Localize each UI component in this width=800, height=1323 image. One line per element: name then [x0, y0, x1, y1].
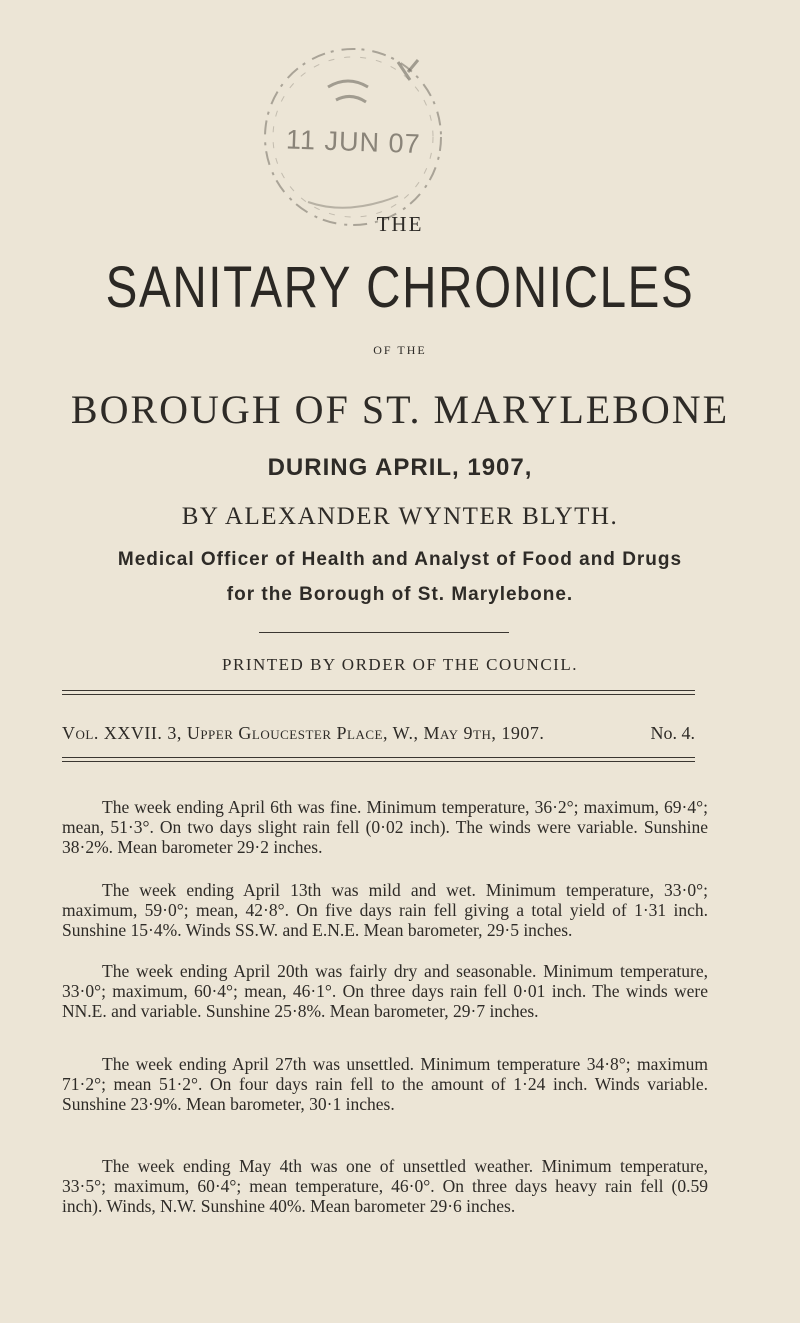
- author-line: BY ALEXANDER WYNTER BLYTH.: [181, 503, 619, 530]
- issue-number: No. 4.: [650, 723, 695, 743]
- title-connector: OF THE: [373, 343, 427, 357]
- divider: [259, 632, 509, 633]
- volume-info: Vol. XXVII. 3, Upper Gloucester Place, W., May 9th, 1907.: [62, 723, 545, 743]
- author-office-line-2: for the Borough of St. Marylebone.: [226, 584, 574, 605]
- stamp-date: 11 JUN 07: [285, 124, 422, 160]
- weather-paragraph-week-2: The week ending April 13th was mild and wet. Minimum temperature, 33·0°; maximum, 59·0°; mean, 42·8°. On five days rain fell giving a total yield of 1·31 inch. Sunshine 15·4%. Winds SS.W. and E.N.E. Mean barometer, 29·5 inches.: [62, 879, 708, 940]
- double-divider-bottom: [62, 757, 695, 762]
- weather-paragraph-week-5: The week ending May 4th was one of unsettled weather. Minimum temperature, 33·5°; maximum, 60·4°; mean temperature, 46·0°. On three days heavy rain fell (0.59 inch). Winds, N.W. Sunshine 40%. Mean barometer 29·6 inches.: [62, 1155, 708, 1216]
- weather-paragraph-week-1: The week ending April 6th was fine. Minimum temperature, 36·2°; maximum, 69·4°; mean, 51·3°. On two days slight rain fell (0·02 inch). The winds were variable. Sunshine 38·2%. Mean barometer 29·2 inches.: [62, 796, 708, 857]
- weather-paragraph-week-3: The week ending April 20th was fairly dry and seasonable. Minimum temperature, 33·0°; maximum, 60·4°; mean, 46·1°. On three days rain fell 0·01 inch. The winds were NN.E. and variable. Sunshine 25·8%. Mean barometer, 29·7 inches.: [62, 960, 708, 1021]
- author-office-line-1: Medical Officer of Health and Analyst of Food and Drugs: [117, 549, 683, 570]
- printed-notice: PRINTED BY ORDER OF THE COUNCIL.: [222, 655, 578, 674]
- volume-line: [62, 723, 695, 744]
- weather-paragraph-week-4: The week ending April 27th was unsettled. Minimum temperature 34·8°; maximum 71·2°; mean 51·2°. On four days rain fell to the amount of 1·24 inch. Winds variable. Sunshine 23·9%. Mean barometer, 30·1 inches.: [62, 1053, 708, 1114]
- period-heading: DURING APRIL, 1907,: [267, 454, 533, 481]
- page-title: SANITARY CHRONICLES: [105, 255, 695, 320]
- title-article: THE: [376, 212, 424, 236]
- double-divider-top: [62, 690, 695, 695]
- borough-heading: BOROUGH OF ST. MARYLEBONE: [70, 387, 730, 432]
